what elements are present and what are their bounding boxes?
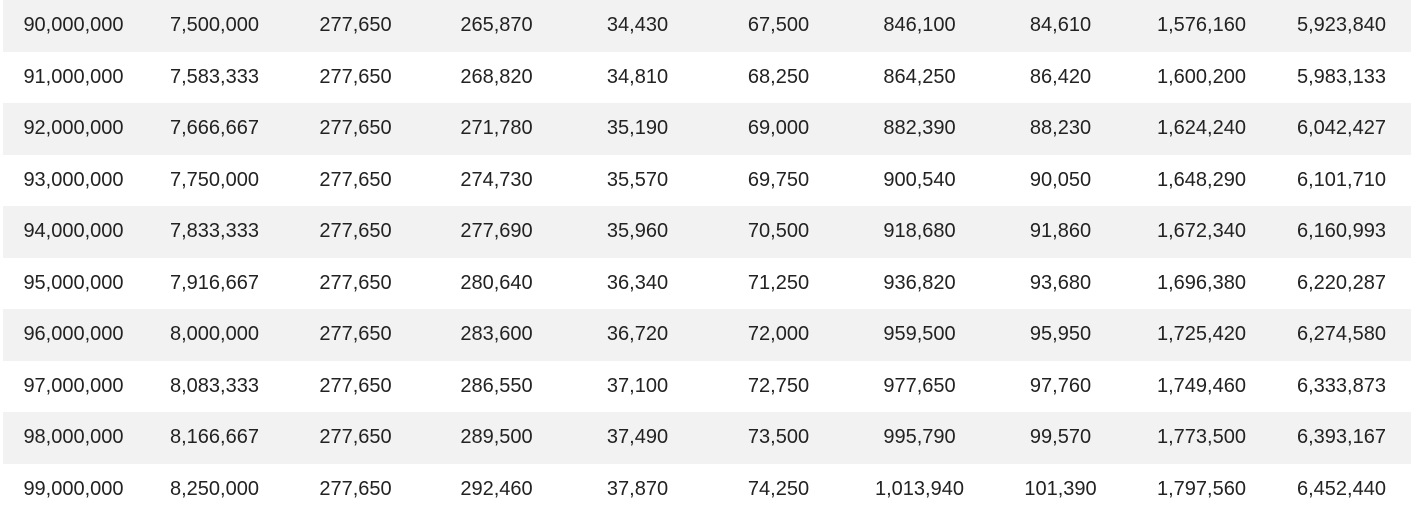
table-cell-col-4: 274,730 — [426, 155, 567, 207]
table-row — [3, 155, 1411, 207]
table-cell-col-7: 959,500 — [849, 309, 990, 361]
table-cell-col-1: 99,000,000 — [3, 464, 144, 515]
table-row — [3, 464, 1411, 515]
salary-table — [3, 0, 1411, 515]
table-cell-col-7: 936,820 — [849, 258, 990, 310]
table-cell-col-9: 1,648,290 — [1131, 155, 1272, 207]
table-cell-col-1: 90,000,000 — [3, 0, 144, 52]
table-cell-col-1: 98,000,000 — [3, 412, 144, 464]
table-cell-col-8: 95,950 — [990, 309, 1131, 361]
table-cell-col-9: 1,624,240 — [1131, 103, 1272, 155]
table-cell-col-6: 67,500 — [708, 0, 849, 52]
table-cell-col-3: 277,650 — [285, 206, 426, 258]
table-row — [3, 206, 1411, 258]
table-cell-col-3: 277,650 — [285, 309, 426, 361]
table-cell-col-1: 96,000,000 — [3, 309, 144, 361]
table-cell-col-8: 99,570 — [990, 412, 1131, 464]
table-cell-col-8: 86,420 — [990, 52, 1131, 104]
table-cell-col-9: 1,725,420 — [1131, 309, 1272, 361]
table-cell-col-10: 6,101,710 — [1272, 155, 1411, 207]
table-cell-col-5: 34,430 — [567, 0, 708, 52]
table-cell-col-3: 277,650 — [285, 412, 426, 464]
table-cell-col-9: 1,576,160 — [1131, 0, 1272, 52]
table-cell-col-4: 283,600 — [426, 309, 567, 361]
table-cell-col-4: 280,640 — [426, 258, 567, 310]
table-cell-col-5: 37,870 — [567, 464, 708, 515]
table-cell-col-6: 68,250 — [708, 52, 849, 104]
table-cell-col-2: 8,000,000 — [144, 309, 285, 361]
table-cell-col-2: 8,166,667 — [144, 412, 285, 464]
table-cell-col-6: 74,250 — [708, 464, 849, 515]
table-cell-col-4: 268,820 — [426, 52, 567, 104]
table-cell-col-4: 292,460 — [426, 464, 567, 515]
table-cell-col-2: 7,583,333 — [144, 52, 285, 104]
table-body — [3, 0, 1411, 515]
table-cell-col-7: 1,013,940 — [849, 464, 990, 515]
table-cell-col-8: 88,230 — [990, 103, 1131, 155]
table-cell-col-8: 101,390 — [990, 464, 1131, 515]
table-cell-col-7: 900,540 — [849, 155, 990, 207]
table-cell-col-4: 286,550 — [426, 361, 567, 413]
table-cell-col-6: 73,500 — [708, 412, 849, 464]
table-cell-col-9: 1,773,500 — [1131, 412, 1272, 464]
table-cell-col-7: 846,100 — [849, 0, 990, 52]
table-cell-col-7: 882,390 — [849, 103, 990, 155]
table-cell-col-2: 7,916,667 — [144, 258, 285, 310]
table-cell-col-2: 8,250,000 — [144, 464, 285, 515]
table-row — [3, 412, 1411, 464]
table-cell-col-7: 918,680 — [849, 206, 990, 258]
table-cell-col-8: 90,050 — [990, 155, 1131, 207]
table-cell-col-1: 97,000,000 — [3, 361, 144, 413]
table-cell-col-6: 69,750 — [708, 155, 849, 207]
table-row — [3, 103, 1411, 155]
table-cell-col-1: 94,000,000 — [3, 206, 144, 258]
table-cell-col-2: 7,833,333 — [144, 206, 285, 258]
table-cell-col-1: 95,000,000 — [3, 258, 144, 310]
table-cell-col-5: 37,490 — [567, 412, 708, 464]
table-cell-col-9: 1,797,560 — [1131, 464, 1272, 515]
table-cell-col-7: 864,250 — [849, 52, 990, 104]
table-cell-col-10: 6,393,167 — [1272, 412, 1411, 464]
table-cell-col-3: 277,650 — [285, 103, 426, 155]
table-row — [3, 361, 1411, 413]
table-row — [3, 0, 1411, 52]
table-cell-col-5: 35,190 — [567, 103, 708, 155]
table-cell-col-9: 1,696,380 — [1131, 258, 1272, 310]
table-cell-col-6: 72,750 — [708, 361, 849, 413]
table-cell-col-5: 37,100 — [567, 361, 708, 413]
table-cell-col-3: 277,650 — [285, 0, 426, 52]
table-cell-col-9: 1,672,340 — [1131, 206, 1272, 258]
table-cell-col-9: 1,600,200 — [1131, 52, 1272, 104]
table-cell-col-8: 97,760 — [990, 361, 1131, 413]
table-cell-col-8: 84,610 — [990, 0, 1131, 52]
table-row — [3, 309, 1411, 361]
table-cell-col-1: 93,000,000 — [3, 155, 144, 207]
table-cell-col-10: 6,220,287 — [1272, 258, 1411, 310]
table-cell-col-6: 70,500 — [708, 206, 849, 258]
table-cell-col-5: 34,810 — [567, 52, 708, 104]
table-cell-col-1: 91,000,000 — [3, 52, 144, 104]
table-cell-col-5: 35,570 — [567, 155, 708, 207]
table-cell-col-3: 277,650 — [285, 155, 426, 207]
table-cell-col-7: 977,650 — [849, 361, 990, 413]
table-cell-col-6: 69,000 — [708, 103, 849, 155]
table-cell-col-2: 7,750,000 — [144, 155, 285, 207]
table-cell-col-8: 91,860 — [990, 206, 1131, 258]
table-cell-col-10: 6,042,427 — [1272, 103, 1411, 155]
table-cell-col-10: 5,923,840 — [1272, 0, 1411, 52]
table-cell-col-10: 6,160,993 — [1272, 206, 1411, 258]
table-cell-col-8: 93,680 — [990, 258, 1131, 310]
table-cell-col-10: 6,274,580 — [1272, 309, 1411, 361]
table-cell-col-4: 289,500 — [426, 412, 567, 464]
table-cell-col-3: 277,650 — [285, 52, 426, 104]
table-cell-col-2: 7,500,000 — [144, 0, 285, 52]
table-cell-col-6: 72,000 — [708, 309, 849, 361]
table-cell-col-10: 6,452,440 — [1272, 464, 1411, 515]
table-cell-col-3: 277,650 — [285, 258, 426, 310]
table-cell-col-3: 277,650 — [285, 464, 426, 515]
table-cell-col-10: 5,983,133 — [1272, 52, 1411, 104]
table-cell-col-5: 35,960 — [567, 206, 708, 258]
table-cell-col-4: 277,690 — [426, 206, 567, 258]
table-cell-col-4: 271,780 — [426, 103, 567, 155]
table-cell-col-9: 1,749,460 — [1131, 361, 1272, 413]
table-cell-col-4: 265,870 — [426, 0, 567, 52]
table-cell-col-2: 7,666,667 — [144, 103, 285, 155]
table-cell-col-1: 92,000,000 — [3, 103, 144, 155]
table-cell-col-2: 8,083,333 — [144, 361, 285, 413]
table-cell-col-3: 277,650 — [285, 361, 426, 413]
table-cell-col-5: 36,720 — [567, 309, 708, 361]
table-cell-col-5: 36,340 — [567, 258, 708, 310]
table-cell-col-6: 71,250 — [708, 258, 849, 310]
table-cell-col-10: 6,333,873 — [1272, 361, 1411, 413]
table-row — [3, 52, 1411, 104]
table-cell-col-7: 995,790 — [849, 412, 990, 464]
table-row — [3, 258, 1411, 310]
